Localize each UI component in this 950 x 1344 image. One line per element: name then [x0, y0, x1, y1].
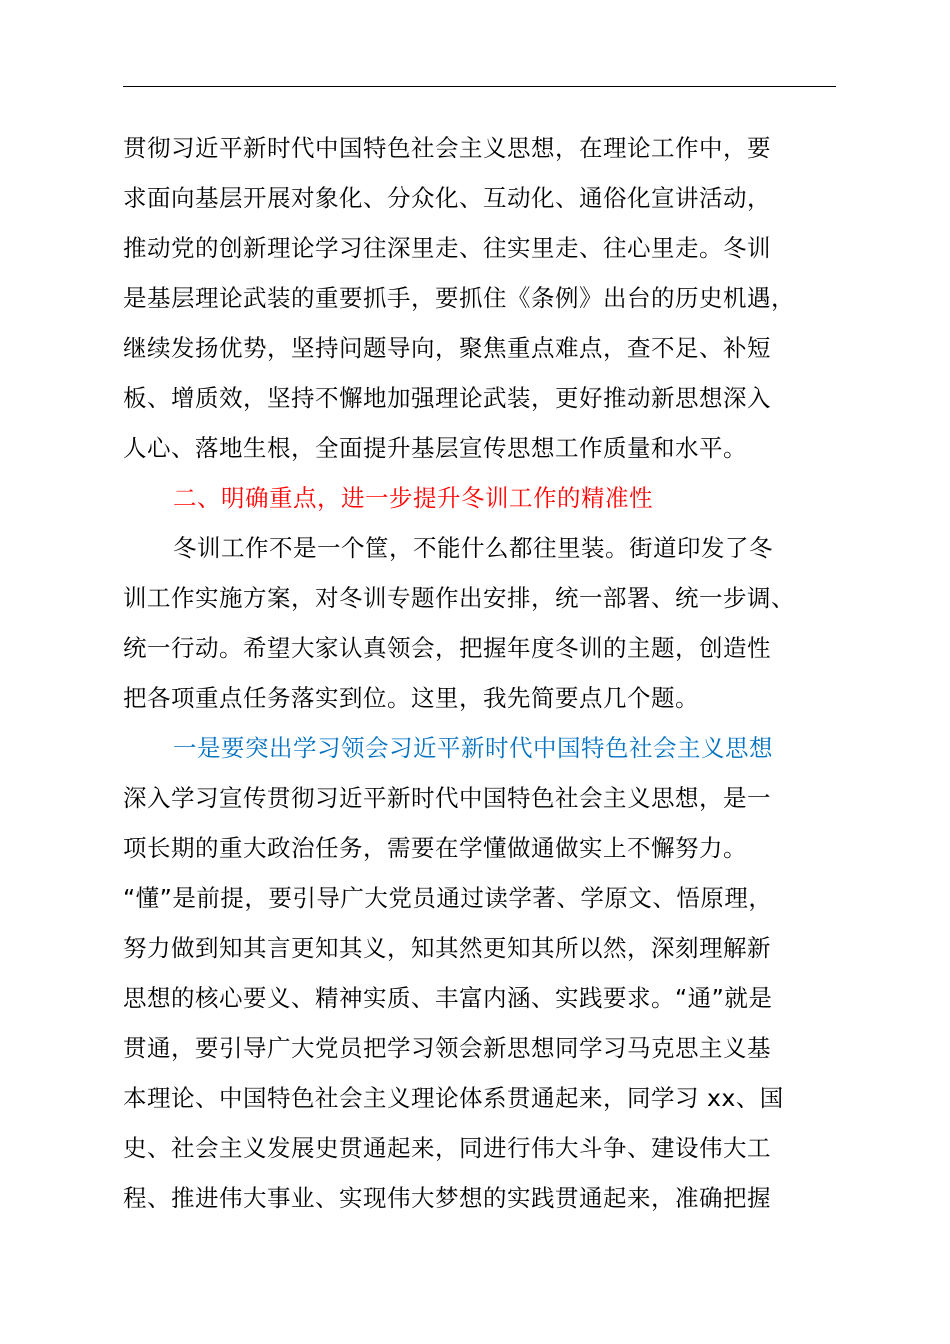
subsection-heading: 一是要突出学习领会习近平新时代中国特色社会主义思想 — [173, 734, 773, 762]
paragraph-line: 板、增质效，坚持不懈地加强理论武装，更好推动新思想深入 — [123, 384, 771, 412]
paragraph-line: 求面向基层开展对象化、分众化、互动化、通俗化宣讲活动， — [123, 184, 771, 212]
paragraph-line: 统一行动。希望大家认真领会，把握年度冬训的主题，创造性 — [123, 634, 771, 662]
paragraph-line: 本理论、中国特色社会主义理论体系贯通起来，同学习 xx、国 — [123, 1084, 784, 1112]
paragraph-line: 贯通，要引导广大党员把学习领会新思想同学习马克思主义基 — [123, 1034, 771, 1062]
paragraph-line: 深入学习宣传贯彻习近平新时代中国特色社会主义思想，是一 — [123, 784, 771, 812]
paragraph-line: 努力做到知其言更知其义，知其然更知其所以然，深刻理解新 — [123, 934, 771, 962]
paragraph-line: 继续发扬优势，坚持问题导向，聚焦重点难点，查不足、补短 — [123, 334, 771, 362]
paragraph-line: 史、社会主义发展史贯通起来，同进行伟大斗争、建设伟大工 — [123, 1134, 771, 1162]
paragraph-line: 是基层理论武装的重要抓手，要抓住《条例》出台的历史机遇， — [123, 284, 795, 312]
paragraph-line: 思想的核心要义、精神实质、丰富内涵、实践要求。“通”就是 — [123, 984, 773, 1012]
paragraph-line: 把各项重点任务落实到位。这里，我先简要点几个题。 — [123, 684, 699, 712]
header-rule — [123, 86, 836, 87]
section-heading: 二、明确重点，进一步提升冬训工作的精准性 — [173, 484, 653, 512]
paragraph-line: “懂”是前提，要引导广大党员通过读学著、学原文、悟原理， — [123, 884, 773, 912]
paragraph-line: 贯彻习近平新时代中国特色社会主义思想，在理论工作中，要 — [123, 134, 771, 162]
paragraph-line: 推动党的创新理论学习往深里走、往实里走、往心里走。冬训 — [123, 234, 771, 262]
paragraph-line: 人心、落地生根，全面提升基层宣传思想工作质量和水平。 — [123, 434, 747, 462]
paragraph-line: 冬训工作不是一个筐，不能什么都往里装。街道印发了冬 — [173, 534, 773, 562]
paragraph-line: 项长期的重大政治任务，需要在学懂做通做实上不懈努力。 — [123, 834, 747, 862]
paragraph-line: 训工作实施方案，对冬训专题作出安排，统一部署、统一步调、 — [123, 584, 795, 612]
paragraph-line: 程、推进伟大事业、实现伟大梦想的实践贯通起来，准确把握 — [123, 1184, 771, 1212]
